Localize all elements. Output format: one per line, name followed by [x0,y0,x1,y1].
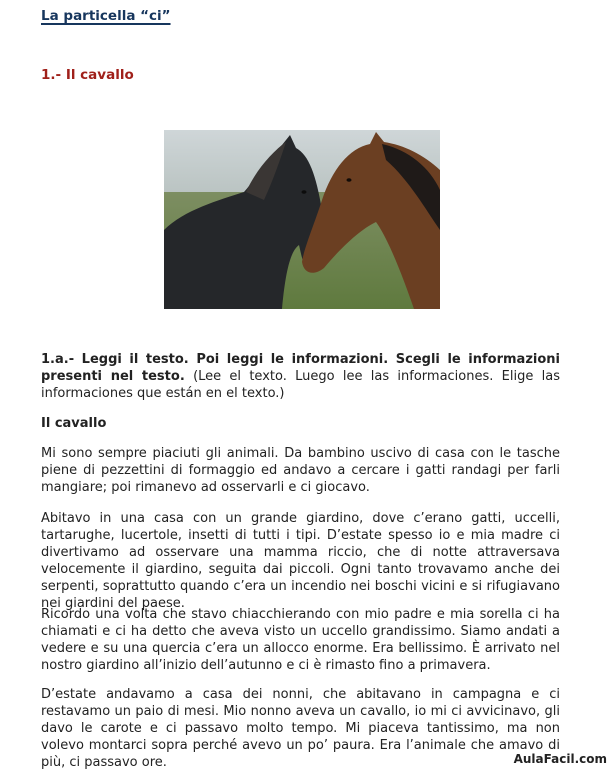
paragraph-1: Mi sono sempre piaciuti gli animali. Da bambino uscivo di casa con le tasche piene di pezzettini di formaggio ed andavo a cercare i gatti randagi per farli mangiare; poi rimanevo ad osservarli e ci giocavo. [41,446,560,495]
instruction-translation: (Lee el texto. Luego lee las informaciones. Elige las informaciones que están en el texto.) [41,369,561,401]
page-title: La particella “ci” [41,8,171,24]
story-title: Il cavallo [41,416,107,431]
paragraph-4: D’estate andavamo a casa dei nonni, che abitavano in campagna e ci restavamo un paio di mesi. Mio nonno aveva un cavallo, io mi ci avvicinavo, gli davo le carote e ci passavo molto tempo. Mi piaceva tantissimo, ma non volevo montarci sopra perché avevo un po’ paura. Era l’animale che amavo di più, ci passavo ore. [41,687,560,770]
exercise-instruction [41,351,560,402]
brown-horse-eye [347,178,352,182]
section-heading: 1.- Il cavallo [41,67,134,83]
paragraph-2: Abitavo in una casa con un grande giardino, dove c’erano gatti, uccelli, tartarughe, lucertole, insetti di tutti i tipi. D’estate spesso io e mia madre ci divertivamo ad osservare una mamma riccio, che di notte attraversava velocemente il giardino, seguita dai piccoli. Ogni tanto trovavamo anche dei serpenti, soprattutto quando c’era un incendio nei boschi vicini e si rifugiavano nei giardini del paese. [41,511,560,611]
horses-photo [164,130,440,309]
dark-horse-eye [302,190,307,194]
aulafacil-logo: AulaFacil.com [513,752,607,766]
paragraph-3: Ricordo una volta che stavo chiacchierando con mio padre e mia sorella ci ha chiamati e ci ha detto che aveva visto un uccello grandissimo. Siamo andati a vedere e su una quercia c’era un allocco enorme. Era bellissimo. È arrivato nel nostro giardino all’inizio dell’autunno e ci è rimasto fino a primavera. [41,607,560,673]
instruction-bold: 1.a.- Leggi il testo. Poi leggi le informazioni. Scegli le informazioni presenti nel testo. [41,352,560,384]
